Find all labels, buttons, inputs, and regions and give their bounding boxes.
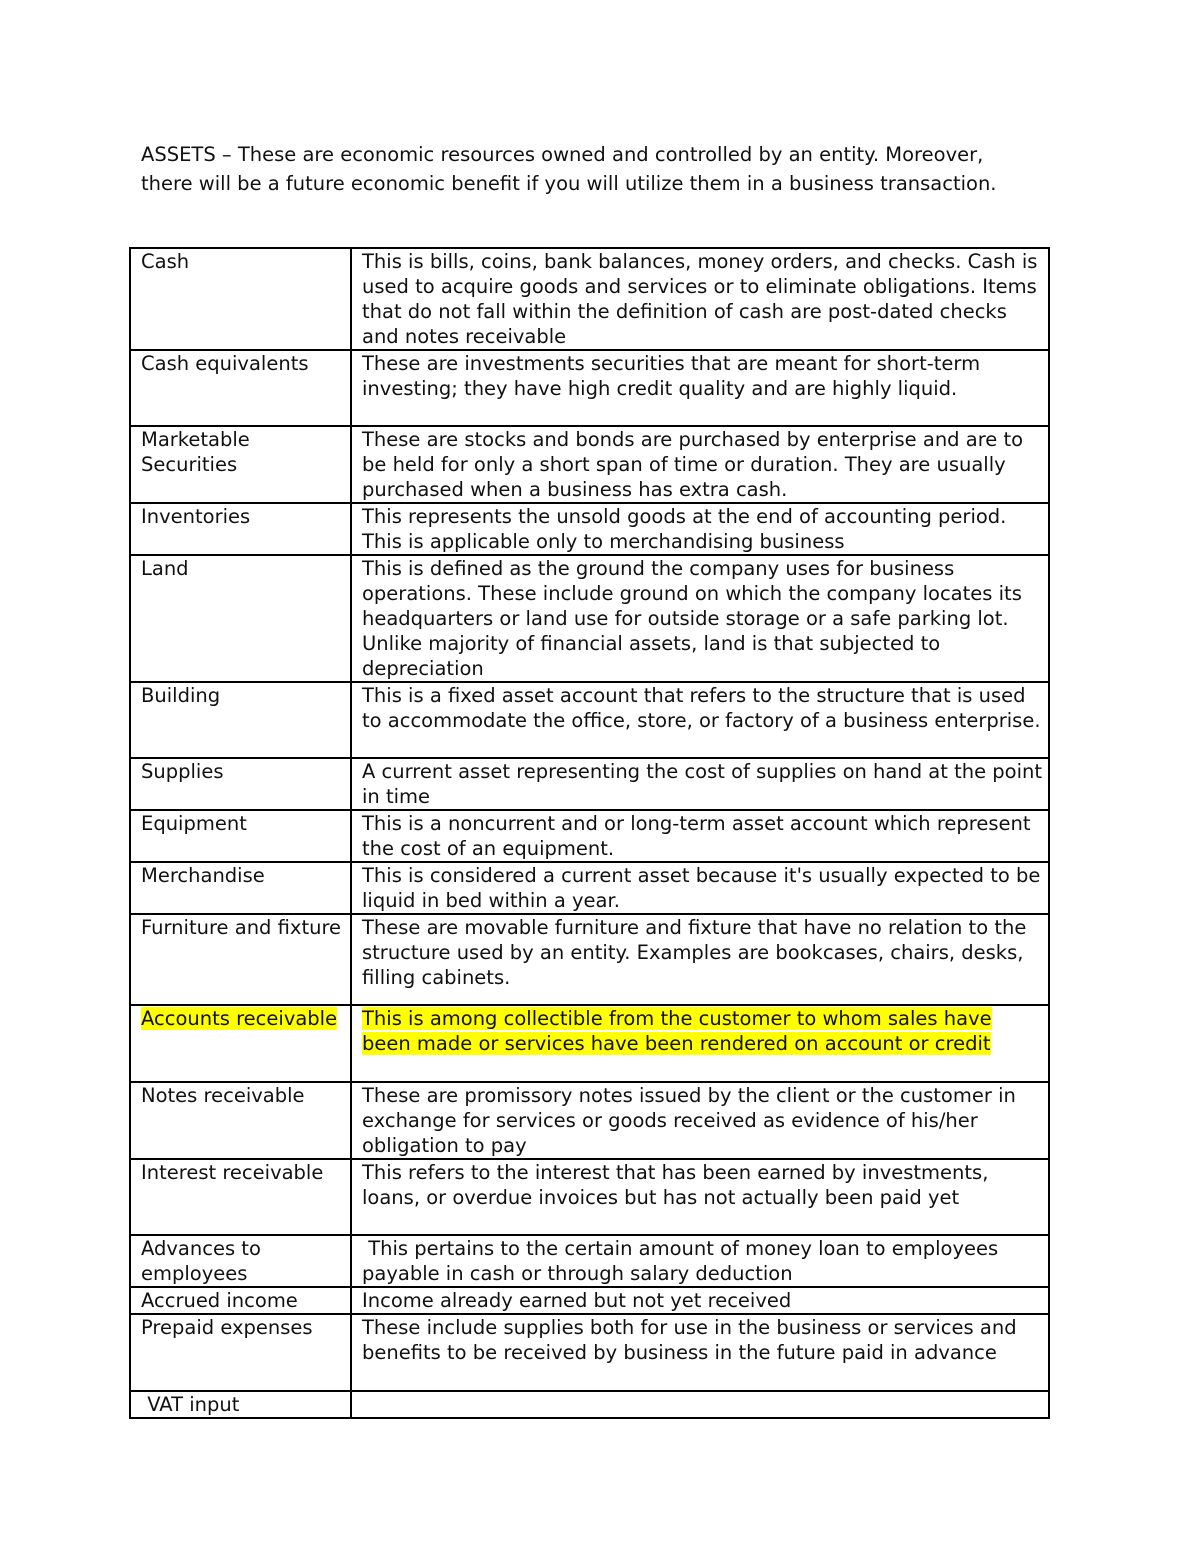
term-cell: Land xyxy=(130,555,351,682)
definition-cell: These are promissory notes issued by the client or the customer in exchange for services or goods received as evidence of his/her obligation to pay xyxy=(351,1082,1049,1159)
table-row xyxy=(130,1235,1049,1287)
highlighted-term: Accounts receivable xyxy=(141,1007,338,1030)
table-row xyxy=(130,862,1049,914)
definition-cell: This is bills, coins, bank balances, money orders, and checks. Cash is used to acquire goods and services or to eliminate obligations. Items that do not fall within the definition of cash are post-dated checks and notes receivable xyxy=(351,248,1049,350)
table-row xyxy=(130,555,1049,682)
definition-cell: This is a noncurrent and or long-term asset account which represent the cost of an equipment. xyxy=(351,810,1049,862)
definition-cell: These include supplies both for use in the business or services and benefits to be received by business in the future paid in advance xyxy=(351,1314,1049,1391)
assets-table xyxy=(129,247,1050,1419)
term-cell: Accrued income xyxy=(130,1287,351,1314)
table-row xyxy=(130,503,1049,555)
definition-cell: This is considered a current asset because it's usually expected to be liquid in bed within a year. xyxy=(351,862,1049,914)
term-cell: Cash equivalents xyxy=(130,350,351,426)
table-row xyxy=(130,1287,1049,1314)
term-cell: VAT input xyxy=(130,1391,351,1418)
definition-cell: These are stocks and bonds are purchased by enterprise and are to be held for only a short span of time or duration. They are usually purchased when a business has extra cash. xyxy=(351,426,1049,503)
table-row xyxy=(130,1082,1049,1159)
table-row-highlighted xyxy=(130,1005,1049,1082)
definition-cell: This represents the unsold goods at the end of accounting period. This is applicable only to merchandising business xyxy=(351,503,1049,555)
term-cell: Notes receivable xyxy=(130,1082,351,1159)
definition-cell: This pertains to the certain amount of money loan to employees payable in cash or through salary deduction xyxy=(351,1235,1049,1287)
table-row xyxy=(130,682,1049,758)
highlighted-definition: This is among collectible from the customer to whom sales have been made or services have been rendered on account or credit xyxy=(362,1007,992,1055)
term-cell: Marketable Securities xyxy=(130,426,351,503)
term-cell: Building xyxy=(130,682,351,758)
term-cell: Cash xyxy=(130,248,351,350)
definition-cell: These are investments securities that are meant for short-term investing; they have high credit quality and are highly liquid. xyxy=(351,350,1049,426)
table-row xyxy=(130,914,1049,1005)
definition-cell: This is defined as the ground the company uses for business operations. These include ground on which the company locates its headquarters or land use for outside storage or a safe parking lot. Unlike majority of financial assets, land is that subjected to depreciation xyxy=(351,555,1049,682)
term-cell: Supplies xyxy=(130,758,351,810)
term-cell: Furniture and fixture xyxy=(130,914,351,1005)
definition-cell xyxy=(351,1391,1049,1418)
definition-cell: These are movable furniture and fixture that have no relation to the structure used by an entity. Examples are bookcases, chairs, desks, filling cabinets. xyxy=(351,914,1049,1005)
term-cell: Merchandise xyxy=(130,862,351,914)
definition-cell: Income already earned but not yet received xyxy=(351,1287,1049,1314)
intro-paragraph: ASSETS – These are economic resources owned and controlled by an entity. Moreover, there will be a future economic benefit if you will utilize them in a business transaction. xyxy=(141,143,997,195)
table-row xyxy=(130,248,1049,350)
table-row xyxy=(130,1391,1049,1418)
table-row xyxy=(130,758,1049,810)
definition-cell: This refers to the interest that has been earned by investments, loans, or overdue invoices but has not actually been paid yet xyxy=(351,1159,1049,1235)
table-row xyxy=(130,810,1049,862)
term-cell xyxy=(130,1005,351,1082)
term-cell: Equipment xyxy=(130,810,351,862)
term-cell: Prepaid expenses xyxy=(130,1314,351,1391)
table-row xyxy=(130,1159,1049,1235)
definition-cell: A current asset representing the cost of supplies on hand at the point in time xyxy=(351,758,1049,810)
term-cell: Inventories xyxy=(130,503,351,555)
definition-cell xyxy=(351,1005,1049,1082)
table-row xyxy=(130,1314,1049,1391)
table-row xyxy=(130,350,1049,426)
definition-cell: This is a fixed asset account that refers to the structure that is used to accommodate the office, store, or factory of a business enterprise. xyxy=(351,682,1049,758)
table-row xyxy=(130,426,1049,503)
term-cell: Advances to employees xyxy=(130,1235,351,1287)
term-cell: Interest receivable xyxy=(130,1159,351,1235)
